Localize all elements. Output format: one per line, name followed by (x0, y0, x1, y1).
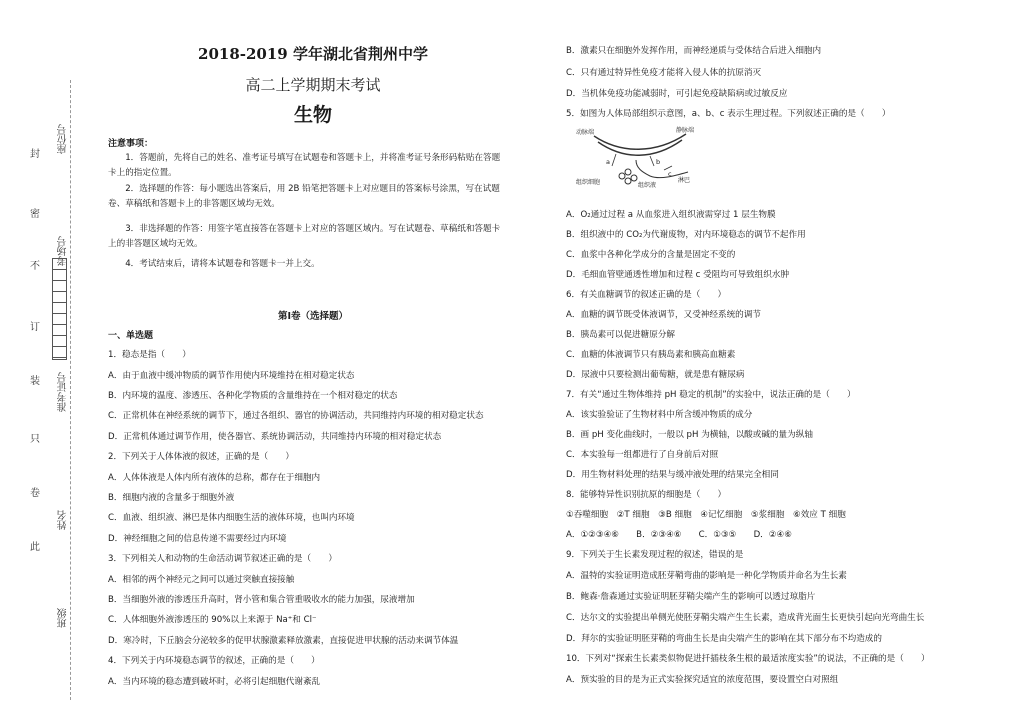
question-line: 4．下列关于内环境稳态调节的叙述，正确的是（ ） (108, 656, 320, 666)
question-line: B．内环境的温度、渗透压、各种化学物质的含量维持在一个相对稳定的状态 (108, 391, 398, 401)
question-line: D．毛细血管壁通透性增加和过程 c 受阻均可导致组织水肿 (566, 270, 790, 280)
notice-heading: 注意事项： (108, 139, 154, 149)
question-line: B．胰岛素可以促进糖原分解 (566, 330, 676, 340)
binding-char: 不 (30, 261, 40, 272)
question-line: C．人体细胞外液渗透压的 90%以上来源于 Na⁺和 Cl⁻ (108, 615, 317, 625)
diagram-label: c (668, 170, 672, 178)
question-line: A．当内环境的稳态遭到破坏时，必将引起细胞代谢紊乱 (108, 677, 321, 687)
tissue-diagram (576, 126, 706, 188)
exam-id-field: 准考证号 (58, 372, 69, 412)
question-line: 7．有关“通过生物体维持 pH 稳定的机制”的实验中，说法正确的是（ ） (566, 390, 856, 400)
diagram-label: 组织细胞 (576, 179, 601, 186)
question-line: A．①②③④⑥ B．②③④⑥ C．①③⑤ D．②④⑥ (566, 530, 792, 540)
question-line: 6．有关血糖调节的叙述正确的是（ ） (566, 290, 727, 300)
question-line: C．达尔文的实验提出单侧光使胚芽鞘尖端产生生长素，造成背光面生长更快引起向光弯曲生长 (566, 613, 925, 623)
arrow-a (612, 154, 616, 166)
question-line: C．本实验每一组都进行了自身前后对照 (566, 450, 719, 460)
exam-subtitle: 高二上学期期末考试 (245, 76, 381, 94)
question-line: B．画 pH 变化曲线时，一般以 pH 为横轴，以酸或碱的量为纵轴 (566, 430, 813, 440)
arrow-b (650, 156, 654, 166)
question-line: 1．稳态是指（ ） (108, 350, 191, 360)
question-line: B．组织液中的 CO₂为代谢废物，对内环境稳态的调节不起作用 (566, 230, 806, 240)
question-line: C．血液、组织液、淋巴是体内细胞生活的液体环境，也叫内环境 (108, 513, 355, 523)
notice-item: 2．选择题的作答：每小题选出答案后，用 2B 铅笔把答题卡上对应题目的答案标号涂黑，写在试题卷、草稿纸和答题卡上的非答题区域均无效。 (108, 184, 500, 209)
question-line: 8．能够特异性识别抗原的细胞是（ ） (566, 490, 727, 500)
exam-room-field: 考场号 (58, 236, 69, 266)
notice-item: 4．考试结束后，请将本试题卷和答题卡一并上交。 (125, 259, 320, 269)
question-line: C．血糖的体液调节只有胰岛素和胰高血糖素 (566, 350, 736, 360)
question-line: 5．如图为人体局部组织示意图，a、b、c 表示生理过程。下列叙述正确的是（ ） (566, 109, 891, 119)
question-line: 10．下列对“探索生长素类似物促进扦插枝条生根的最适浓度实验”的说法，不正确的是（ ） (566, 654, 930, 664)
diagram-label: 静脉端 (676, 127, 695, 134)
question-line: A．预实验的目的是为正式实验探究适宜的浓度范围，要设置空白对照组 (566, 675, 839, 685)
question-line: 3．下列相关人和动物的生命活动调节叙述正确的是（ ） (108, 554, 337, 564)
section-title: 第Ⅰ卷（选择题） (277, 311, 349, 322)
question-line: C．只有通过特异性免疫才能将入侵人体的抗原消灭 (566, 68, 762, 78)
diagram-label: 动脉端 (576, 129, 595, 136)
diagram-label: b (656, 158, 661, 166)
question-line: D．拜尔的实验证明胚芽鞘的弯曲生长是由尖端产生的影响在其下部分布不均造成的 (566, 634, 882, 644)
question-line: D．正常机体通过调节作用，使各器官、系统协调活动，共同维持内环境的相对稳定状态 (108, 432, 442, 442)
question-line: 2．下列关于人体体液的叙述，正确的是（ ） (108, 452, 294, 462)
notice-item: 3．非选择题的作答：用签字笔直接答在答题卡上对应的答题区域内。写在试题卷、草稿纸和答题卡上的非答题区域均无效。 (108, 224, 501, 249)
question-line: D．当机体免疫功能减弱时，可引起免疫缺陷病或过敏反应 (566, 89, 788, 99)
binding-char: 卷 (30, 488, 40, 499)
question-line: D．用生物材料处理的结果与缓冲液处理的结果完全相同 (566, 470, 779, 480)
tissue-cell (619, 173, 625, 179)
question-line: C．正常机体在神经系统的调节下，通过各组织、器官的协调活动，共同维持内环境的相对稳定状态 (108, 411, 484, 421)
question-line: A．温特的实验证明造成胚芽鞘弯曲的影响是一种化学物质并命名为生长素 (566, 571, 847, 581)
question-line: C．血浆中各种化学成分的含量是固定不变的 (566, 250, 736, 260)
question-line: A．人体体液是人体内所有液体的总称，都存在于细胞内 (108, 473, 321, 483)
diagram-label: 组织液 (638, 182, 657, 188)
question-line: 9．下列关于生长素发现过程的叙述，错误的是 (566, 550, 744, 560)
question-line: D．尿液中只要检测出葡萄糖，就是患有糖尿病 (566, 370, 745, 380)
tissue-cell (625, 178, 631, 184)
tissue-cell (631, 175, 637, 181)
question-line: D．寒冷时，下丘脑会分泌较多的促甲状腺激素释放激素，直接促进甲状腺的活动来调节体温 (108, 636, 459, 646)
diagram-label: a (606, 158, 610, 166)
section-subtitle: 一、单选题 (108, 331, 154, 341)
question-line: A．该实验验证了生物材料中所含缓冲物质的成分 (566, 410, 753, 420)
seat-number-field: 座位号 (58, 124, 69, 154)
capillary-upper-wall (594, 134, 686, 149)
exam-room-boxes (52, 258, 67, 360)
binding-char: 装 (30, 376, 40, 387)
question-line: B．鲍森·詹森通过实验证明胚芽鞘尖端产生的影响可以透过琼脂片 (566, 592, 816, 602)
question-line: ①吞噬细胞 ②T 细胞 ③B 细胞 ④记忆细胞 ⑤浆细胞 ⑥效应 T 细胞 (566, 510, 846, 520)
class-field: 班级 (58, 608, 69, 628)
tissue-cell (625, 169, 631, 175)
question-line: A．相邻的两个神经元之间可以通过突触直接接触 (108, 575, 295, 585)
lymph-vessel (636, 160, 688, 178)
name-field: 姓名 (58, 510, 69, 530)
question-line: D．神经细胞之间的信息传递不需要经过内环境 (108, 534, 287, 544)
binding-margin (0, 0, 92, 724)
binding-char: 订 (30, 322, 40, 333)
diagram-label: 淋巴 (678, 177, 691, 184)
question-line: B．细胞内液的含量多于细胞外液 (108, 493, 235, 503)
binding-char: 只 (30, 434, 40, 445)
question-line: A．O₂通过过程 a 从血浆进入组织液需穿过 1 层生物膜 (566, 210, 776, 220)
question-line: B．激素只在细胞外发挥作用，而神经递质与受体结合后进入细胞内 (566, 46, 822, 56)
subject-title: 生物 (293, 104, 332, 126)
question-line: B．当细胞外液的渗透压升高时，肾小管和集合管重吸收水的能力加强，尿液增加 (108, 595, 415, 605)
notice-item: 1．答题前，先将自己的姓名、准考证号填写在试题卷和答题卡上，并将准考证号条形码粘贴在答题卡上的指定位置。 (108, 153, 501, 178)
binding-char: 密 (30, 209, 40, 220)
binding-char: 此 (30, 542, 40, 553)
exam-title: 2018-2019 学年湖北省荆州中学 (198, 45, 428, 63)
binding-char: 封 (30, 149, 40, 160)
question-line: A．由于血液中缓冲物质的调节作用使内环境维持在相对稳定状态 (108, 371, 355, 381)
question-line: A．血糖的调节既受体液调节，又受神经系统的调节 (566, 310, 761, 320)
